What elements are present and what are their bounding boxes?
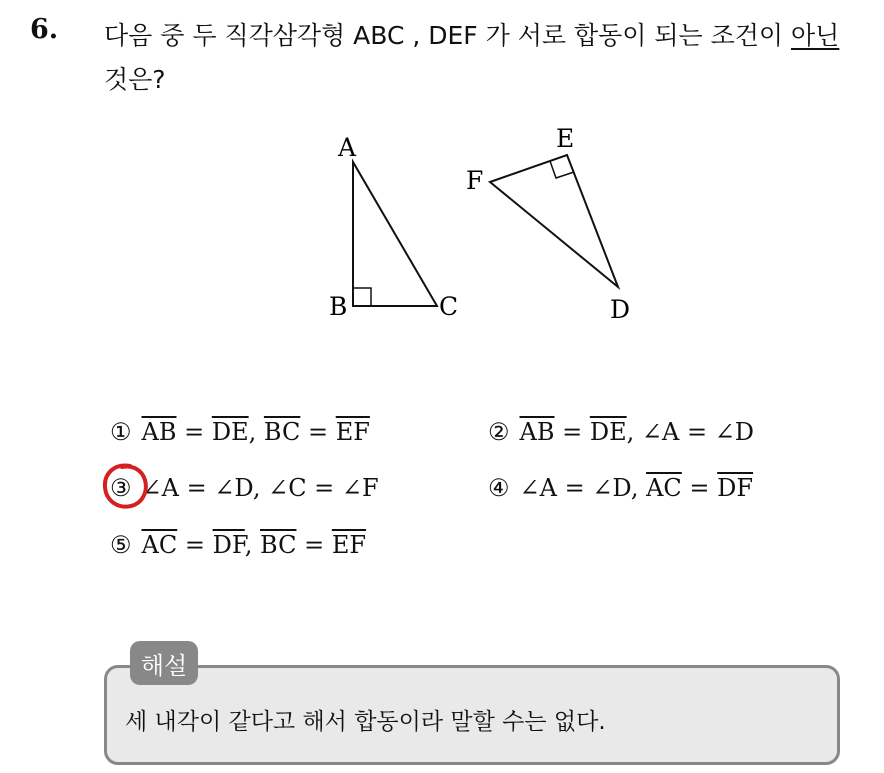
- triangle-abc: [353, 162, 437, 306]
- segment-bc: $\overline{BC}$: [260, 531, 297, 559]
- segment-df: $\overline{DF}$: [717, 474, 754, 502]
- option-5: [110, 531, 366, 559]
- option-4-number: ④: [488, 474, 510, 502]
- segment-ef: $\overline{EF}$: [331, 531, 367, 559]
- vertex-label-a: A: [338, 133, 357, 162]
- segment-bc: $\overline{BC}$: [263, 418, 301, 446]
- equals-sign: =: [296, 531, 332, 559]
- segment-df: $\overline{DF}$: [212, 531, 245, 559]
- option-2: [488, 418, 754, 446]
- explanation-tag: 해설: [130, 641, 198, 685]
- vertex-label-e: E: [556, 124, 575, 153]
- equals-sign: =: [681, 474, 718, 502]
- vertex-label-d: D: [610, 295, 631, 324]
- explanation-text: 세 내각이 같다고 해서 합동이라 말할 수는 없다.: [125, 709, 606, 735]
- segment-ab: $\overline{AB}$: [141, 418, 177, 446]
- segment-ac: $\overline{AC}$: [646, 474, 682, 502]
- separator: ,: [244, 531, 261, 559]
- right-angle-mark-b: [353, 288, 371, 306]
- equals-sign: =: [176, 418, 212, 446]
- equals-sign: =: [554, 418, 590, 446]
- answer-circle-mark: [100, 460, 152, 512]
- segment-ef: $\overline{EF}$: [335, 418, 370, 446]
- triangle-def: [490, 155, 618, 287]
- angle-condition: ∠A = ∠D, ∠C = ∠F: [141, 474, 379, 502]
- segment-ab: $\overline{AB}$: [519, 418, 555, 446]
- vertex-label-f: F: [466, 166, 484, 195]
- option-5-number: ⑤: [110, 531, 132, 559]
- option-1: [110, 418, 370, 446]
- option-3-number: ③: [110, 474, 132, 502]
- segment-de: $\overline{DE}$: [211, 418, 249, 446]
- segment-de: $\overline{DE}$: [589, 418, 627, 446]
- equals-sign: =: [177, 531, 213, 559]
- separator: ,: [248, 418, 264, 446]
- option-2-number: ②: [488, 418, 510, 446]
- angle-condition: ∠A = ∠D,: [519, 474, 647, 502]
- question-text-part2: 것은?: [104, 65, 166, 94]
- vertex-label-c: C: [439, 292, 459, 321]
- separator: ,: [626, 418, 642, 446]
- segment-ac: $\overline{AC}$: [141, 531, 178, 559]
- question-text-part1: 다음 중 두 직각삼각형 ABC , DEF 가 서로 합동이 되는 조건이: [104, 21, 792, 50]
- option-4: [488, 474, 753, 502]
- question-number: 6.: [30, 14, 59, 45]
- angle-condition: ∠A = ∠D: [641, 418, 755, 446]
- vertex-label-b: B: [329, 292, 348, 321]
- question-underlined-word: 아닌: [791, 21, 840, 50]
- option-1-number: ①: [110, 418, 132, 446]
- equals-sign: =: [300, 418, 336, 446]
